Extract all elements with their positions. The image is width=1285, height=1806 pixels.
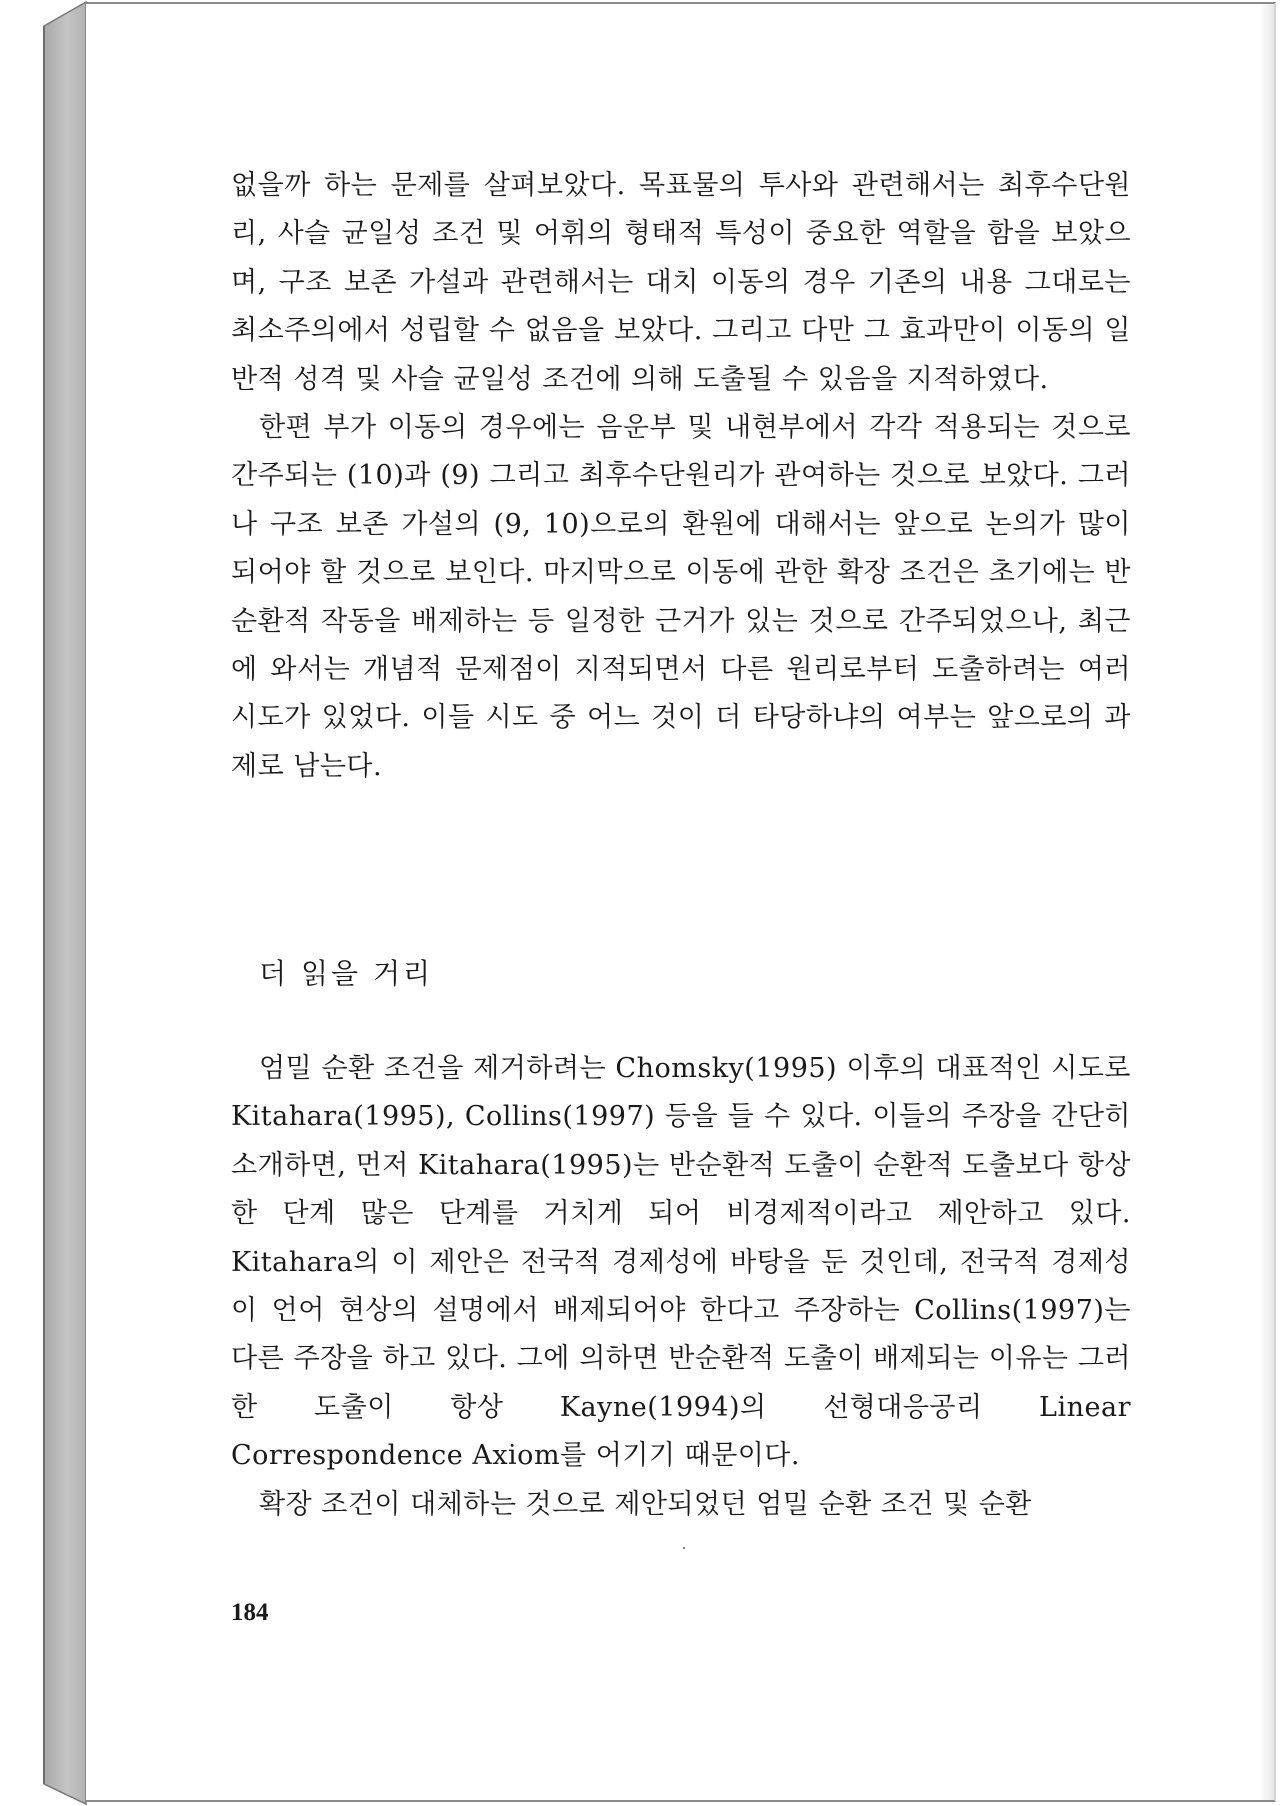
paragraph: 엄밀 순환 조건을 제거하려는 Chomsky(1995) 이후의 대표적인 시도로 Kitahara(1995), Collins(1997) 등을 들 수 있다. 이들의 주장을 간단히 소개하면, 먼저 Kitahara(1995)는 반순환적 도출이 순환적 도출보다 항상 한 단계 많은 단계를 거치게 되어 비경제적이라고 제안하고 있다. Kitahara의 이 제안은 전국적 경제성에 바탕을 둔 것인데, 전국적 경제성이 언어 현상의 설명에서 배제되어야 한다고 주장하는 Collins(1997)는 다른 주장을 하고 있다. 그에 의하면 반순환적 도출이 배제되는 이유는 그러한 도출이 항상 Kayne(1994)의 선형대응공리 Linear Correspondence Axiom를 어기기 때문이다. bbox=[231, 1053, 1131, 1472]
scan-speck bbox=[683, 1547, 685, 1549]
section-heading: 더 읽을 거리 bbox=[259, 957, 434, 990]
page-number: 184 bbox=[231, 1599, 269, 1626]
paragraph: 확장 조건이 대체하는 것으로 제안되었던 엄밀 순환 조건 및 순환 bbox=[259, 1488, 1032, 1520]
paragraph: 없을까 하는 문제를 살펴보았다. 목표물의 투사와 관련해서는 최후수단원리, 사슬 균일성 조건 및 어휘의 형태적 특성이 중요한 역할을 함을 보았으며, 구조 보존 가설과 관련해서는 대치 이동의 경우 기존의 내용 그대로는 최소주의에서 성립할 수 없음을 보았다. 그리고 다만 그 효과만이 이동의 일반적 성격 및 사슬 균일성 조건에 의해 도출될 수 있음을 지적하였다. bbox=[231, 170, 1131, 395]
paragraph: 한편 부가 이동의 경우에는 음운부 및 내현부에서 각각 적용되는 것으로 간주되는 (10)과 (9) 그리고 최후수단원리가 관여하는 것으로 보았다. 그러나 구조 보존 가설의 (9, 10)으로의 환원에 대해서는 앞으로 논의가 많이 되어야 할 것으로 보인다. 마지막으로 이동에 관한 확장 조건은 초기에는 반순환적 작동을 배제하는 등 일정한 근거가 있는 것으로 간주되었으나, 최근에 와서는 개념적 문제점이 지적되면서 다른 원리로부터 도출하려는 여러 시도가 있었다. 이들 시도 중 어느 것이 더 타당하냐의 여부는 앞으로의 과제로 남는다. bbox=[231, 412, 1131, 782]
page-edge-shadow bbox=[1260, 4, 1274, 1800]
text-block-conclusion bbox=[231, 162, 1131, 791]
text-block-further-reading bbox=[231, 1045, 1131, 1529]
